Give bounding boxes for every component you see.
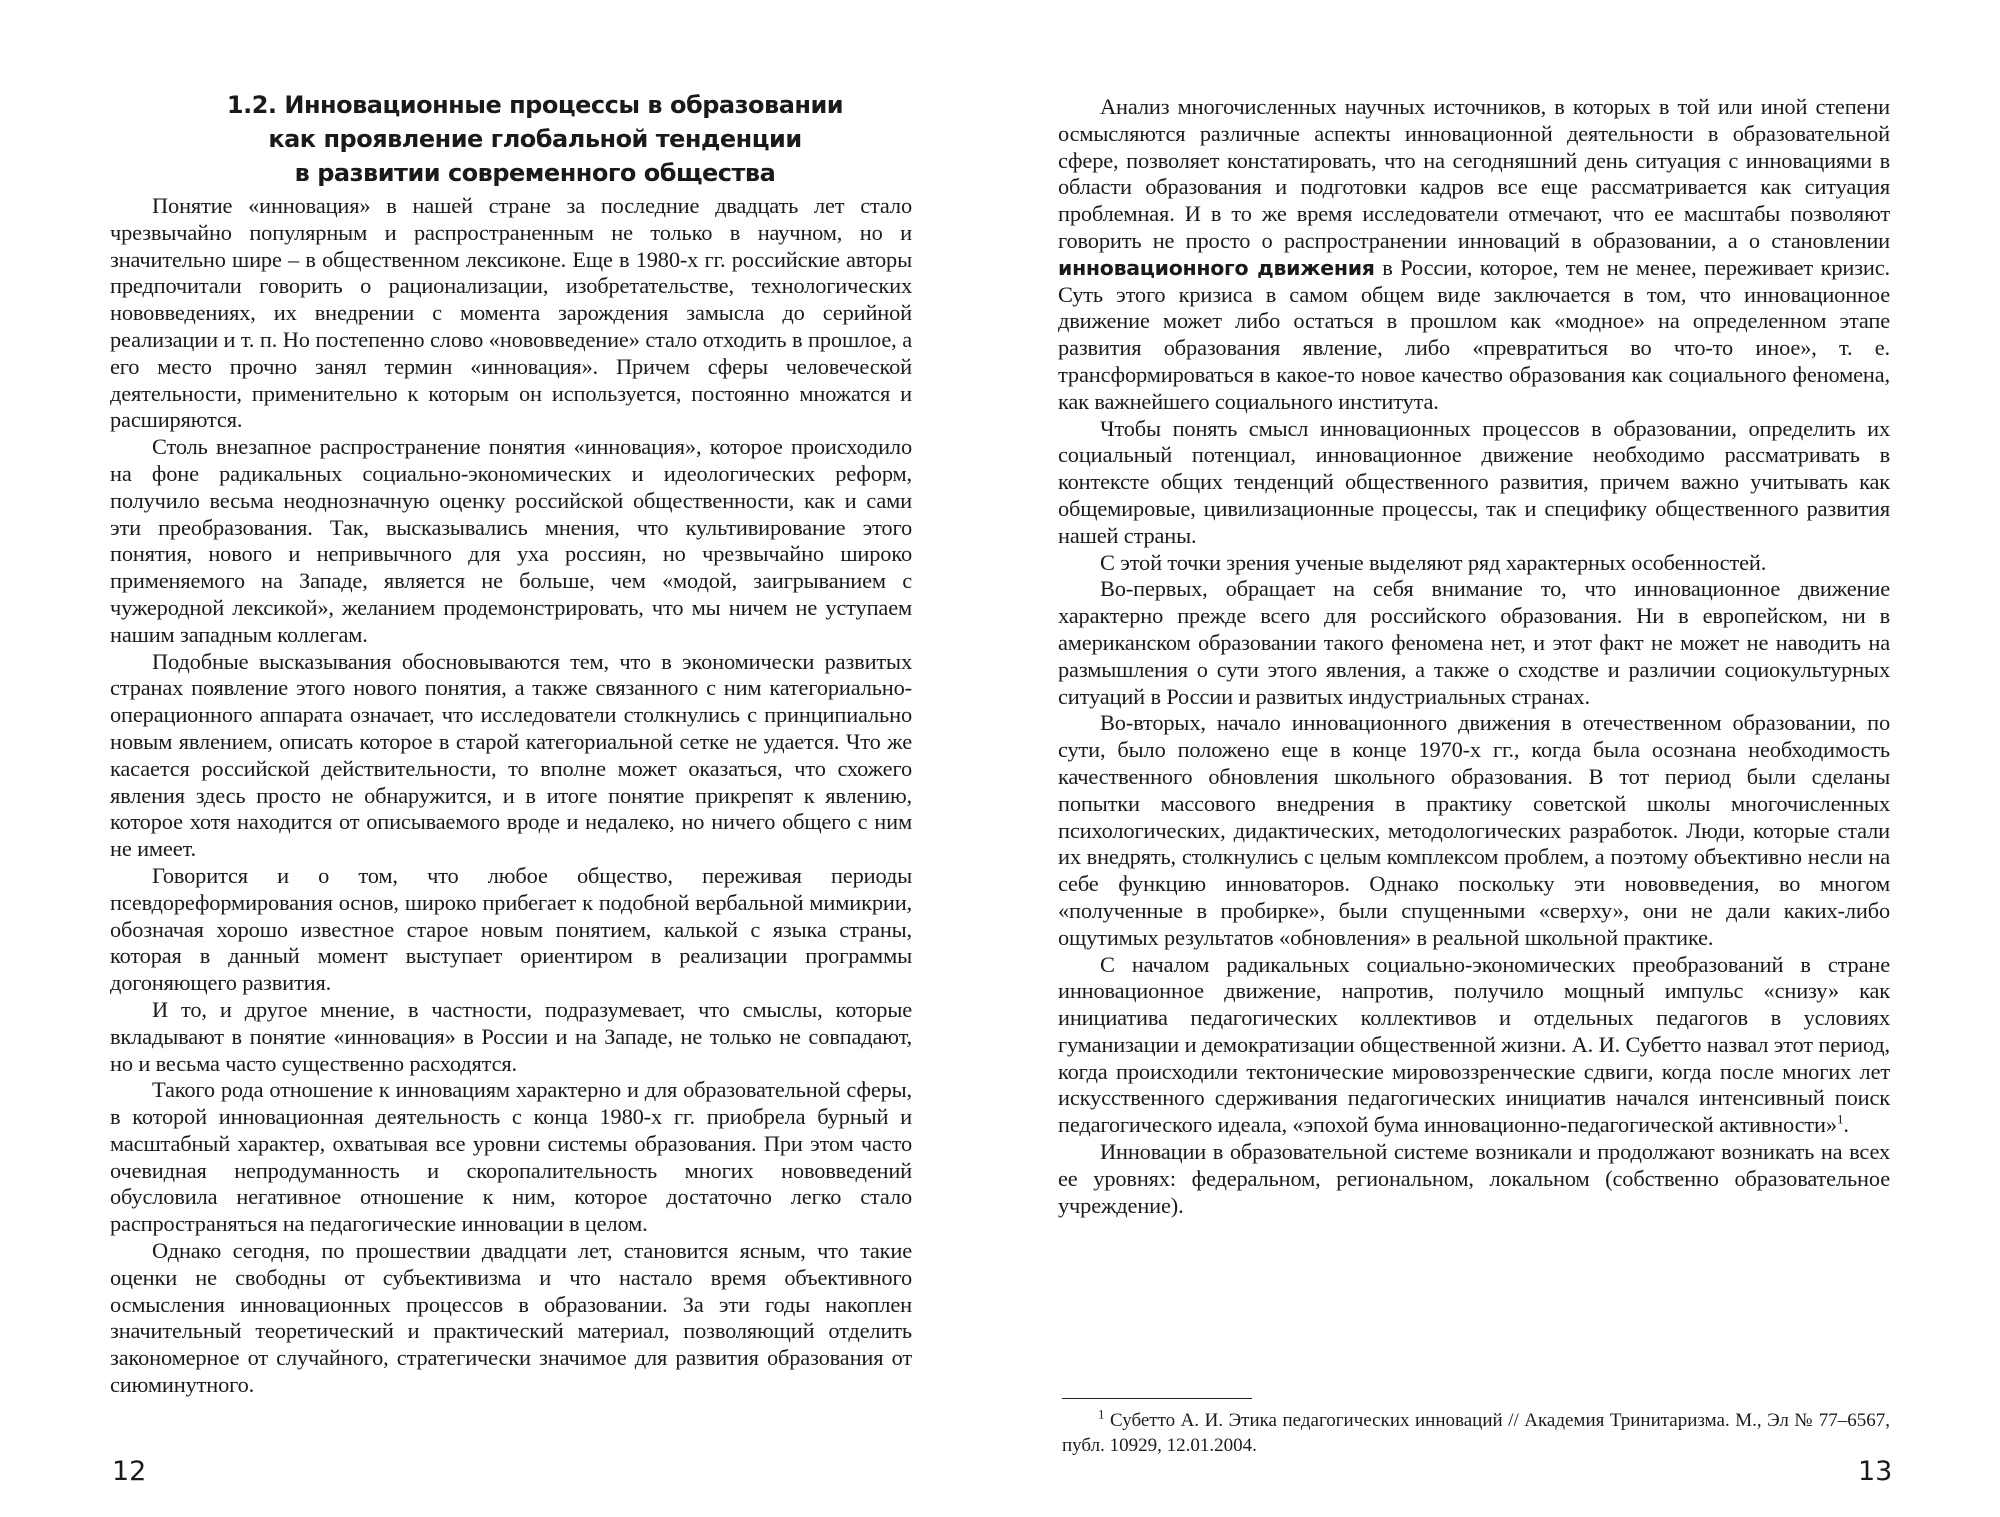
paragraph: Понятие «инновация» в нашей стране за последние двадцать лет стало чрезвычайно популярным и распространенным не только в научном, но и значительно шире – в общественном лексиконе. Еще в 1980-х гг. российские авторы предпочитали говорить о рационализации, изобретательстве, технологических нововведениях, их внедрении с момента зарождения замысла до серийной реализации и т. п. Но постепенно слово «нововведение» стало отходить в прошлое, а его место прочно занял термин «инновация». Причем сферы человеческой деятельности, применительно к которым он используется, постоянно множатся и расширяются. xyxy=(110,193,912,433)
right-body-text xyxy=(1058,94,1890,1219)
paragraph: Чтобы понять смысл инновационных процессов в образовании, определить их социальный потенциал, инновационное движение необходимо рассматривать в контексте общих тенденций общественного развития, причем важно учитывать как общемировые, цивилизационные процессы, так и специфику общественного развития нашей страны. xyxy=(1058,415,1890,548)
footnote-text: Субетто А. И. Этика педагогических инноваций // Академия Тринитаризма. М., Эл № 77–6567, публ. 10929, 12.01.2004. xyxy=(1062,1410,1890,1456)
footnote-divider xyxy=(1062,1398,1252,1399)
paragraph: С этой точки зрения ученые выделяют ряд характерных особенностей. xyxy=(1100,549,1767,575)
page-number: 13 xyxy=(1858,1456,1893,1487)
paragraph: Говорится и о том, что любое общество, переживая периоды псевдореформирования основ, широко прибегает к подобной вербальной мимикрии, обозначая хорошо известное старое новым понятием, калькой с языка страны, которая в данный момент выступает ориентиром в реализации программы догоняющего развития. xyxy=(110,862,912,996)
paragraph-text: Анализ многочисленных научных источников, в которых в той или иной степени осмысляются различные аспекты инновационной деятельности в образовательной сфере, позволяет констатировать, что на сегодняшний день ситуация с инновациями в области образования и подготовки кадров все еще рассматривается как ситуация проблемная. И в то же время исследователи отмечают, что ее масштабы позволяют говорить не просто о распространении инноваций в образовании, а о становлении xyxy=(1058,94,1890,253)
paragraph: Инновации в образовательной системе возникали и продолжают возникать на всех ее уровнях: федеральном, региональном, локальном (собственно образовательное учреждение). xyxy=(1058,1139,1890,1218)
heading-line: 1.2. Инновационные процессы в образовании xyxy=(226,91,844,119)
heading-line: в развитии современного общества xyxy=(294,159,776,187)
bold-term: инновационного движения xyxy=(1058,255,1375,280)
left-body-text xyxy=(110,193,912,1399)
page-number: 12 xyxy=(112,1456,147,1487)
section-heading xyxy=(150,88,920,190)
footnote xyxy=(1062,1408,1890,1458)
footnote-marker: 1 xyxy=(1836,1111,1844,1127)
paragraph-text: в России, которое, тем не менее, переживает кризис. Суть этого кризиса в самом общем виде заключается в том, что инновационное движение может либо остаться в прошлом как «модное» на определенном этапе развития образования явление, либо «превратиться во что-то иное», т. е. трансформироваться в какое-то новое качество образования как социального феномена, как важнейшего социального института. xyxy=(1058,254,1890,414)
paragraph-end: . xyxy=(1843,1112,1849,1138)
paragraph xyxy=(1058,94,1890,416)
paragraph: Однако сегодня, по прошествии двадцати лет, становится ясным, что такие оценки не свободны от субъективизма и что настало время объективного осмысления инновационных процессов в образовании. За эти годы накоплен значительный теоретический и практический материал, позволяющий отделить закономерное от случайного, стратегически значимое для развития образования от сиюминутного. xyxy=(110,1238,912,1398)
paragraph: Столь внезапное распространение понятия «инновация», которое происходило на фоне радикальных социально-экономических и идеологических реформ, получило весьма неоднозначную оценку российской общественности, как и сами эти преобразования. Так, высказывались мнения, что культивирование этого понятия, нового и непривычного для уха россиян, но чрезвычайно широко применяемого на Западе, является не больше, чем «модой, заигрыванием с чужеродной лексикой», желанием продемонстрировать, что мы ничем не уступаем нашим западным коллегам. xyxy=(110,434,912,647)
paragraph: Во-первых, обращает на себя внимание то, что инновационное движение характерно прежде всего для российского образования. Ни в европейском, ни в американском образовании такого феномена нет, и этот факт не может не наводить на размышления о сути этого явления, а также о сходстве и различии социокультурных ситуаций в России и развитых индустриальных странах. xyxy=(1058,576,1890,709)
heading-line: как проявление глобальной тенденции xyxy=(268,125,802,153)
footnote-number: 1 xyxy=(1098,1406,1105,1422)
paragraph: И то, и другое мнение, в частности, подразумевает, что смыслы, которые вкладывают в понятие «инновация» в России и на Западе, не только не совпадают, но и весьма часто существенно расходятся. xyxy=(110,996,912,1076)
paragraph: Во-вторых, начало инновационного движения в отечественном образовании, по сути, было положено еще в конце 1970-х гг., когда была осознана необходимость качественного обновления школьного образования. В тот период были сделаны попытки массового внедрения в практику советской школы многочисленных психологических, дидактических, методологических разработок. Люди, которые стали их внедрять, столкнулись с целым комплексом проблем, а поэтому объективно несли на себе функцию инноваторов. Однако поскольку эти нововведения, во многом «полученные в пробирке», были спущенными «сверху», они не дали каких-либо ощутимых результатов «обновления» в реальной школьной практике. xyxy=(1058,710,1890,950)
paragraph xyxy=(1058,952,1890,1140)
paragraph: Такого рода отношение к инновациям характерно и для образовательной сферы, в которой инновационная деятельность с конца 1980-х гг. приобрела бурный и масштабный характер, охватывая все уровни системы образования. При этом часто очевидная непродуманность и скоропалительность многих нововведений обусловила негативное отношение к ним, которое достаточно легко стало распространяться на педагогические инновации в целом. xyxy=(110,1077,912,1237)
paragraph: Подобные высказывания обосновываются тем, что в экономически развитых странах появление этого нового понятия, а также связанного с ним категориально-операционного аппарата означает, что исследователи столкнулись с принципиально новым явлением, описать которое в старой категориальной сетке не удается. Что же касается российской действительности, то вполне может оказаться, что схожего явления здесь просто не обнаружится, и в итоге понятие прикрепят к явлению, которое хотя находится от описываемого вроде и недалеко, но ничего общего с ним не имеет. xyxy=(110,648,912,862)
paragraph-text: С началом радикальных социально-экономических преобразований в стране инновационное движение, напротив, получило мощный импульс «снизу» как инициатива педагогических коллективов и отдельных педагогов в условиях гуманизации и демократизации общественной жизни. А. И. Субетто назвал этот период, когда происходили тектонические мировоззренческие сдвиги, когда после многих лет искусственного сдерживания педагогических инициатив начался интенсивный поиск педагогического идеала, «эпохой бума инновационно-педагогической активности» xyxy=(1058,951,1890,1138)
right-page xyxy=(1000,0,2000,1517)
